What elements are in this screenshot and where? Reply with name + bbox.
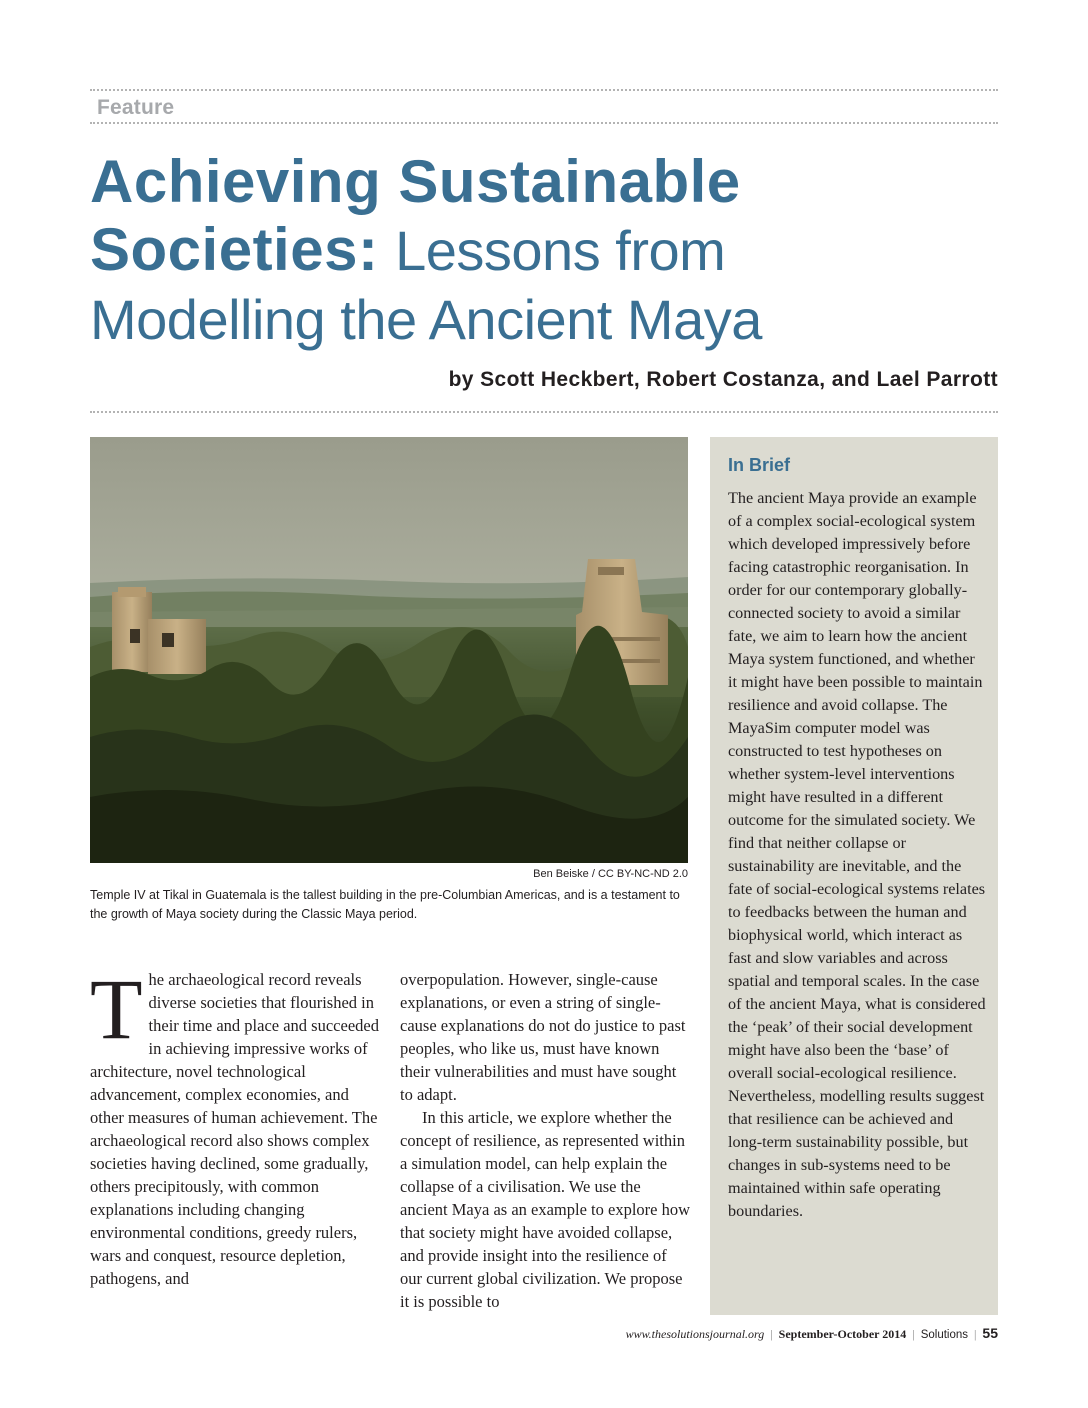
body-paragraph-1: he archaeological record reveals diverse societies that flourished in their time and place and succeeded in achieving impressive works of architecture, novel technological advancement, complex economies, and other measures of human achievement. The archaeological record also shows complex societies having declined, some gradually, others precipitously, with common explanations including changing environmental conditions, greedy rulers, wars and conquest, resource depletion, pathogens, and	[90, 970, 379, 1288]
title-bold-line2: Societies:	[90, 216, 379, 283]
section-label: Feature	[97, 96, 175, 119]
body-column-1	[90, 961, 382, 1290]
body-column-2	[400, 968, 690, 1313]
drop-cap: T	[90, 961, 143, 1057]
top-dotted-rule	[90, 89, 998, 91]
footer-magazine: Solutions	[920, 1329, 969, 1341]
page-footer	[626, 1325, 998, 1342]
footer-separator: |	[770, 1327, 773, 1341]
in-brief-title: In Brief	[728, 455, 791, 475]
title-bold-line1: Achieving Sustainable	[90, 148, 741, 215]
in-brief-text: The ancient Maya provide an example of a complex social-ecological system which developed impressively before facing catastrophic reorganisation. In order for our contemporary globally-connected society to avoid a similar fate, we aim to learn how the ancient Maya system functioned, and whether it might have been possible to maintain resilience and avoid collapse. The MayaSim computer model was constructed to test hypotheses on whether system-level interventions might have resulted in a different outcome for the simulated society. We find that neither collapse or sustainability are inevitable, and the fate of social-ecological systems relates to feedbacks between the human and biophysical world, which interact as fast and slow variables and across spatial and temporal scales. In the case of the ancient Maya, what is considered the ‘peak’ of their social development might have also been the ‘base’ of overall social-ecological resilience. Nevertheless, modelling results suggest that resilience can be achieved and long-term sustainability possible, but changes in sub-systems need to be maintained within safe operating boundaries.	[728, 489, 986, 1220]
footer-separator: |	[974, 1327, 977, 1341]
photo-caption: Temple IV at Tikal in Guatemala is the tallest building in the pre-Columbian Americas, and is a testament to the growth of Maya society during the Classic Maya period.	[90, 888, 680, 921]
byline: by Scott Heckbert, Robert Costanza, and Lael Parrott	[448, 368, 998, 391]
page-number: 55	[982, 1325, 998, 1341]
photo-credit: Ben Beiske / CC BY-NC-ND 2.0	[533, 868, 688, 880]
in-brief-sidebar	[710, 437, 998, 1315]
article-title	[90, 148, 1010, 354]
title-light-line3: Modelling the Ancient Maya	[90, 288, 762, 351]
footer-url[interactable]: www.thesolutionsjournal.org	[625, 1327, 765, 1341]
byline-dotted-rule	[90, 411, 998, 413]
footer-issue: September-October 2014	[778, 1327, 907, 1341]
footer-separator: |	[912, 1327, 915, 1341]
body-paragraph-3: In this article, we explore whether the concept of resilience, as represented within a simulation model, can help explain the collapse of a civilisation. We use the ancient Maya as an example to explore how that society might have avoided collapse, and provide insight into the resilience of our current global civilization. We propose it is possible to	[400, 1108, 691, 1311]
body-paragraph-2: overpopulation. However, single-cause explanations, or even a string of single-cause explanations do not do justice to past peoples, who like us, must have known their vulnerabilities and must have sought to adapt.	[400, 970, 686, 1104]
temple-photo	[90, 437, 688, 863]
section-dotted-rule	[90, 122, 998, 124]
title-light-line2: Lessons from	[395, 219, 726, 282]
